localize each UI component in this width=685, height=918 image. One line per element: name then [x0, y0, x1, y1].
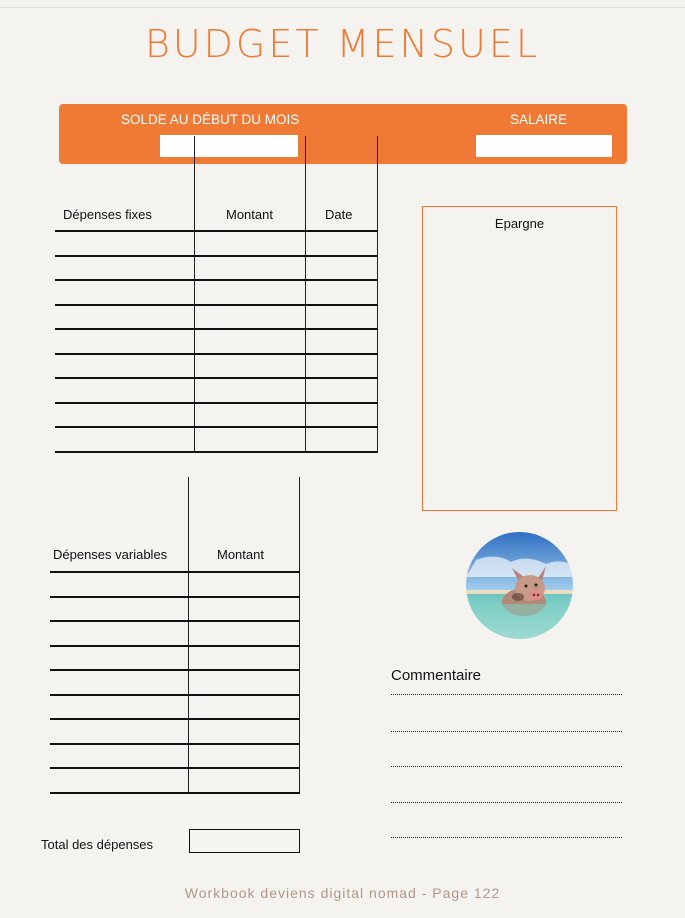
comment-line[interactable]: [391, 802, 622, 803]
row-line: [50, 792, 300, 794]
balance-banner: [59, 104, 627, 164]
row-line: [55, 230, 378, 232]
savings-label: Epargne: [494, 216, 545, 231]
row-line: [55, 255, 378, 257]
row-line: [55, 402, 378, 404]
column-divider: [299, 477, 300, 793]
comment-line[interactable]: [391, 694, 622, 695]
row-line: [50, 669, 300, 671]
row-line: [50, 571, 300, 573]
total-expenses-label: Total des dépenses: [41, 837, 154, 852]
top-divider: [0, 7, 685, 8]
savings-box[interactable]: [422, 206, 617, 511]
fixed-expenses-header: Dépenses fixes: [63, 207, 152, 222]
row-line: [55, 377, 378, 379]
row-line: [55, 279, 378, 281]
comment-title: Commentaire: [391, 667, 482, 684]
page-title: BUDGET MENSUEL: [144, 22, 541, 66]
salary-field[interactable]: [476, 135, 612, 157]
pig-photo-icon: [466, 532, 573, 639]
comment-line[interactable]: [391, 837, 622, 838]
row-line: [55, 451, 378, 453]
row-line: [50, 767, 300, 769]
row-line: [55, 304, 378, 306]
total-expenses-field[interactable]: [189, 829, 300, 853]
opening-balance-field[interactable]: [160, 135, 298, 157]
comment-line[interactable]: [391, 766, 622, 767]
row-line: [50, 694, 300, 696]
pig-swimming-photo: [466, 532, 573, 639]
column-divider: [188, 477, 189, 793]
comment-line[interactable]: [391, 731, 622, 732]
fixed-amount-header: Montant: [226, 207, 273, 222]
fixed-date-header: Date: [325, 207, 353, 222]
page-footer: Workbook deviens digital nomad - Page 122: [184, 885, 501, 901]
row-line: [55, 328, 378, 330]
variable-expenses-header: Dépenses variables: [53, 547, 168, 562]
row-line: [50, 645, 300, 647]
opening-balance-label: SOLDE AU DÉBUT DU MOIS: [121, 112, 300, 127]
salary-label: SALAIRE: [510, 112, 568, 127]
row-line: [50, 743, 300, 745]
row-line: [55, 353, 378, 355]
row-line: [55, 426, 378, 428]
variable-amount-header: Montant: [217, 547, 264, 562]
row-line: [50, 718, 300, 720]
row-line: [50, 620, 300, 622]
row-line: [50, 596, 300, 598]
